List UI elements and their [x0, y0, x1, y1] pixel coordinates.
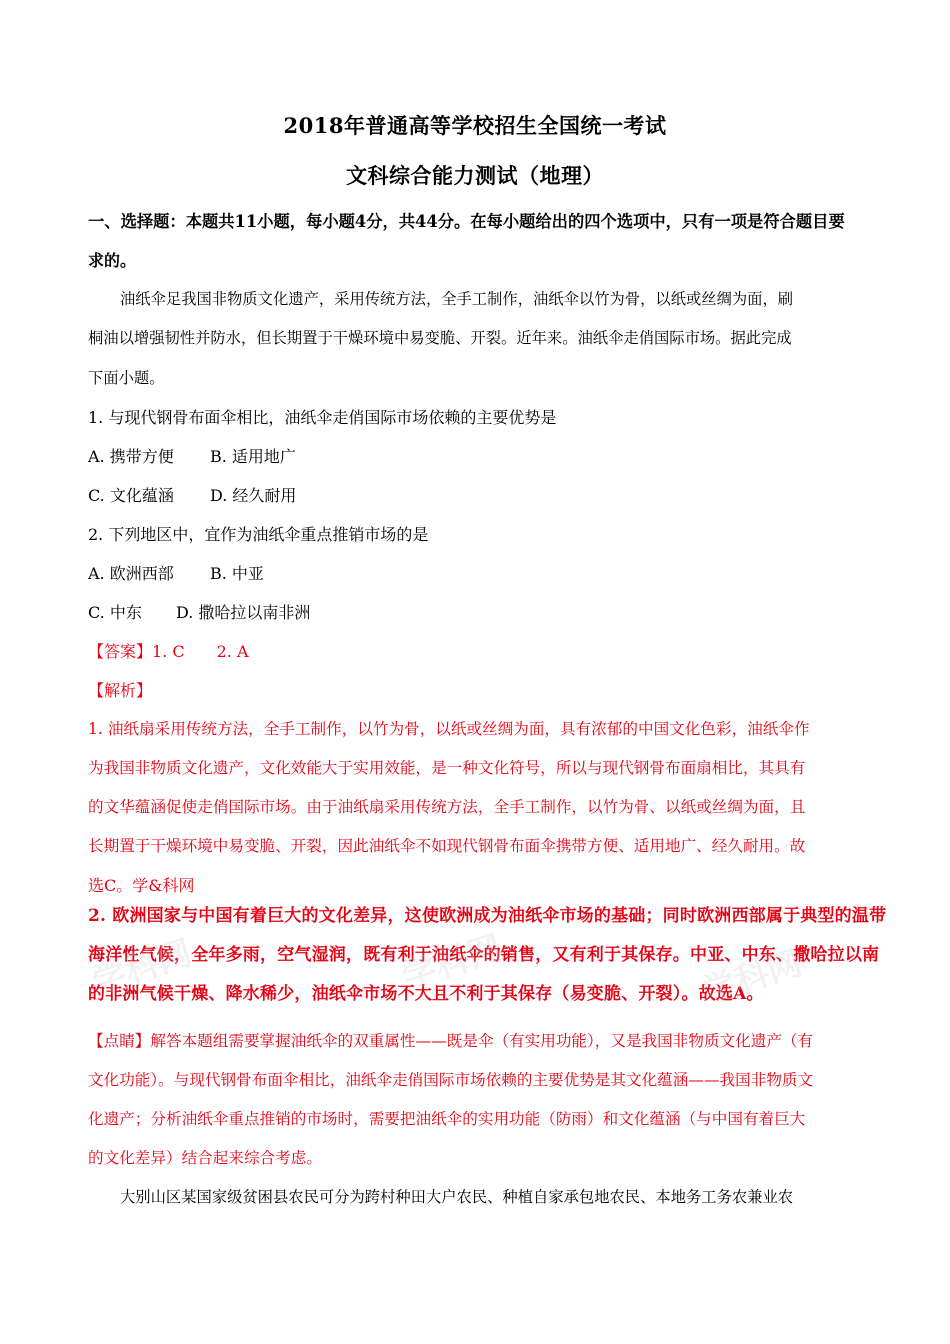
- analysis-p1-line4: 长期置于干燥环境中易变脆、开裂，因此油纸伞不如现代钢骨布面伞携带方便、适用地广、经久耐用。故: [88, 837, 806, 855]
- passage1-line1: 油纸伞足我国非物质文化遗产，采用传统方法，全手工制作，油纸伞以竹为骨，以纸或丝绸为面，刷: [120, 290, 794, 308]
- question1-option-d: D. 经久耐用: [210, 486, 297, 505]
- answer-label: 【答案】: [88, 642, 153, 661]
- section-heading-line1: 一、选择题：本题共11小题，每小题4分，共44分。在每小题给出的四个选项中，只有一项是符合题目要: [88, 212, 845, 231]
- question1-option-a: A. 携带方便: [88, 447, 174, 466]
- question1-option-b: B. 适用地广: [210, 447, 296, 466]
- comment-line4: 的文化差异）结合起来综合考虑。: [88, 1149, 322, 1167]
- question2-option-c: C. 中东: [88, 603, 142, 622]
- exam-subtitle: 文科综合能力测试（地理）: [346, 163, 604, 188]
- analysis-p1-line2: 为我国非物质文化遗产，文化效能大于实用效能，是一种文化符号，所以与现代钢骨布面扇相比，其具有: [88, 759, 806, 777]
- question2-option-d: D. 撒哈拉以南非洲: [176, 603, 311, 622]
- question1-option-c: C. 文化蕴涵: [88, 486, 174, 505]
- answer-line: [88, 644, 868, 660]
- passage2-line1: 大别山区某国家级贫困县农民可分为跨村种田大户农民、种植自家承包地农民、本地务工务农兼业农: [120, 1188, 794, 1206]
- comment-line1: [88, 1034, 868, 1050]
- question2-option-b: B. 中亚: [210, 564, 264, 583]
- comment-line2: 文化功能）。与现代钢骨布面伞相比，油纸伞走俏国际市场依赖的主要优势是其文化蕴涵——我国非物质文: [88, 1071, 814, 1089]
- analysis-p1-line1: 1. 油纸扇采用传统方法，全手工制作，以竹为骨，以纸或丝绸为面，具有浓郁的中国文化色彩，油纸伞作: [88, 720, 810, 738]
- question2-option-a: A. 欧洲西部: [88, 564, 174, 583]
- comment-line1-text: 解答本题组需要掌握油纸伞的双重属性——既是伞（有实用功能），又是我国非物质文化遗产（有: [150, 1032, 814, 1050]
- exam-title: 2018年普通高等学校招生全国统一考试: [283, 113, 667, 138]
- passage1-line2: 桐油以增强韧性并防水，但长期置于干燥环境中易变脆、开裂。近年来。油纸伞走俏国际市场。据此完成: [88, 329, 792, 347]
- analysis-p1-line5: 选C。学&科网: [88, 876, 195, 895]
- watermark-logo: 学科网: [697, 943, 807, 1013]
- watermark-logo: 学科网: [87, 933, 197, 1003]
- comment-label: 【点睛】: [88, 1032, 151, 1050]
- analysis-label: 【解析】: [88, 681, 153, 700]
- section-heading-line2: 求的。: [88, 251, 137, 270]
- comment-line3: 化遗产；分析油纸伞重点推销的市场时，需要把油纸伞的实用功能（防雨）和文化蕴涵（与中国有着巨大: [88, 1110, 806, 1128]
- analysis-p2-line3: 的非洲气候干燥、降水稀少，油纸伞市场不大且不利于其保存（易变脆、开裂）。故选A。: [88, 984, 764, 1004]
- analysis-p2-line1: 2. 欧洲国家与中国有着巨大的文化差异，这使欧洲成为油纸伞市场的基础；同时欧洲西部属于典型的温带: [88, 906, 887, 926]
- watermark-logo: 学科网: [397, 928, 507, 998]
- question1-stem: 1. 与现代钢骨布面伞相比，油纸伞走俏国际市场依赖的主要优势是: [88, 408, 557, 427]
- question2-stem: 2. 下列地区中，宜作为油纸伞重点推销市场的是: [88, 525, 429, 544]
- analysis-p2-line2: 海洋性气候，全年多雨，空气湿润，既有利于油纸伞的销售，又有利于其保存。中亚、中东、撒哈拉以南: [88, 945, 880, 965]
- analysis-p1-line3: 的文华蕴涵促使走俏国际市场。由于油纸扇采用传统方法，全手工制作，以竹为骨、以纸或丝绸为面，且: [88, 798, 806, 816]
- passage1-line3: 下面小题。: [88, 369, 165, 387]
- answer-values: 1. C 2. A: [152, 642, 249, 661]
